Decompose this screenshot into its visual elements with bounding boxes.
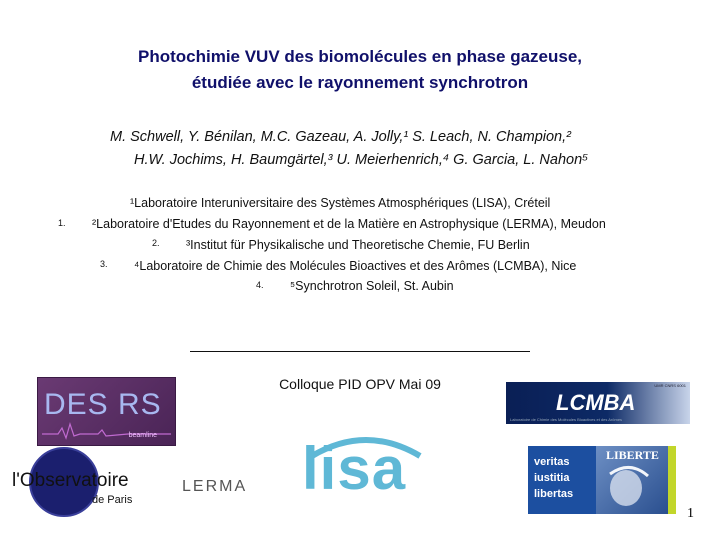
liberte-head-graphic [596, 446, 668, 514]
lcmba-logo-sub: Laboratoire de Chimie des Molécules Bioactives et des Arômes [510, 417, 623, 422]
affiliation-number-2: 2. [152, 238, 160, 248]
veritas-panel [528, 446, 596, 514]
lcmba-logo [506, 382, 690, 424]
affiliation-1: ¹Laboratoire Interuniversitaire des Systèmes Atmosphériques (LISA), Créteil [130, 196, 551, 210]
desirs-logo-sub: beamline [128, 432, 157, 439]
lisa-logo [300, 430, 432, 502]
observatoire-logo-text: l'Observatoire [12, 470, 129, 491]
authors-line-1: M. Schwell, Y. Bénilan, M.C. Gazeau, A. Jolly,¹ S. Leach, N. Champion,² [110, 129, 571, 145]
affiliation-number-1: 1. [58, 218, 66, 228]
affiliation-4: ⁴Laboratoire de Chimie des Molécules Bioactives et des Arômes (LCMBA), Nice [134, 259, 577, 273]
liberte-banner: LIBERTE [606, 448, 659, 462]
desirs-logo [37, 377, 176, 446]
lerma-logo: LERMA [182, 478, 248, 495]
desirs-logo-text: DES RS [44, 388, 162, 421]
slide-title [0, 44, 720, 96]
divider-line [190, 351, 530, 352]
veritas-logo [528, 446, 676, 514]
affiliation-number-3: 3. [100, 259, 108, 269]
liberte-medallion [596, 446, 668, 514]
veritas-green-stripe [668, 446, 676, 514]
authors-line-2: H.W. Jochims, H. Baumgärtel,³ U. Meierhenrich,⁴ G. Garcia, L. Nahon⁵ [134, 152, 589, 168]
colloque-label: Colloque PID OPV Mai 09 [279, 376, 441, 392]
affiliation-number-4: 4. [256, 280, 264, 290]
affiliation-3: ³Institut für Physikalische und Theoretische Chemie, FU Berlin [186, 238, 530, 252]
title-line-2: étudiée avec le rayonnement synchrotron [191, 73, 529, 92]
observatoire-logo-sub: de Paris [92, 494, 133, 506]
veritas-line-2: iustitia [534, 472, 570, 484]
title-line-1: Photochimie VUV des biomolécules en phase gazeuse, [137, 47, 583, 66]
affiliation-5: ⁵Synchrotron Soleil, St. Aubin [290, 279, 454, 293]
lcmba-logo-text: LCMBA [556, 390, 636, 415]
observatoire-logo [12, 446, 162, 518]
lisa-logo-text: lisa [302, 435, 407, 502]
page-number: 1 [687, 506, 694, 521]
affiliation-2: ²Laboratoire d'Etudes du Rayonnement et de la Matière en Astrophysique (LERMA), Meudon [92, 217, 606, 231]
veritas-line-3: libertas [534, 488, 574, 500]
lcmba-logo-top: UMR CNRS 6001 [654, 383, 686, 388]
veritas-line-1: veritas [534, 456, 570, 468]
